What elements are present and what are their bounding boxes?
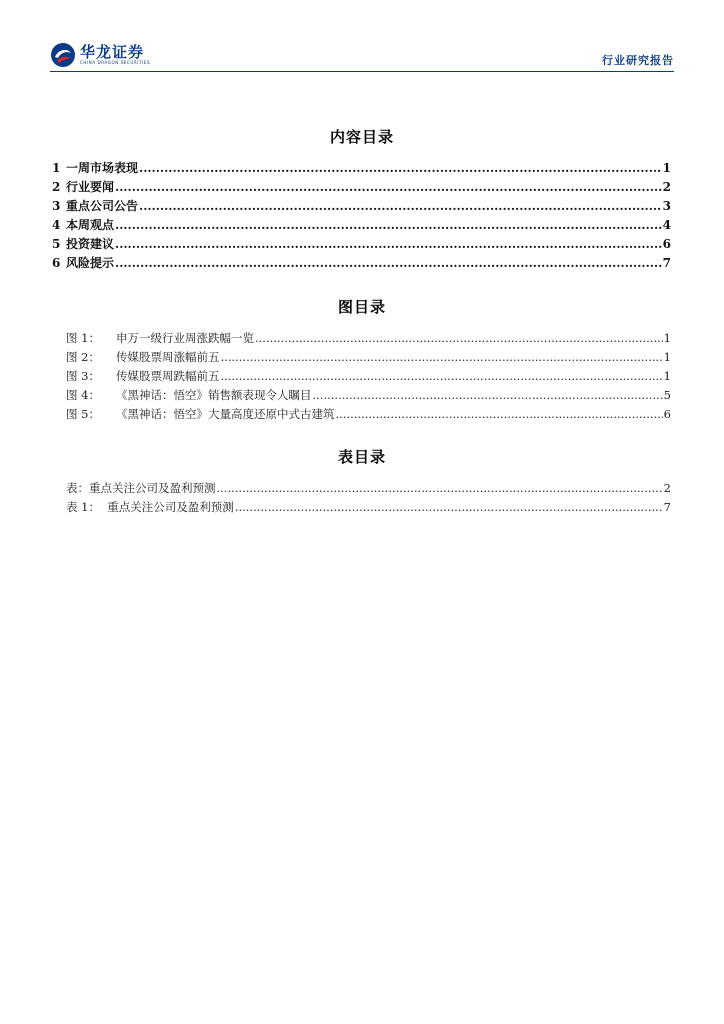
toc-entry-label: 投资建议 — [66, 237, 115, 251]
toc-entry-number: 6 — [52, 256, 61, 270]
toc-entry[interactable] — [52, 254, 671, 273]
figure-number: 图 4： — [66, 388, 100, 402]
table-toc — [52, 479, 671, 517]
table-toc-title: 表目录 — [337, 448, 386, 466]
figure-number: 图 3： — [66, 369, 100, 383]
figure-number: 图 1： — [66, 331, 100, 345]
toc-leader-dots — [115, 254, 662, 273]
table-page: 2 — [663, 481, 671, 495]
toc-leader-dots — [255, 329, 663, 348]
figure-page: 1 — [663, 350, 671, 364]
toc-entry-number: 5 — [52, 237, 61, 251]
figure-toc-entry[interactable] — [52, 348, 671, 367]
figure-toc-entry[interactable] — [52, 386, 671, 405]
toc-entry[interactable] — [52, 197, 671, 216]
content-toc — [52, 159, 671, 273]
table-toc-entry[interactable] — [52, 498, 671, 517]
figure-page: 1 — [663, 369, 671, 383]
figure-toc-entry[interactable] — [52, 329, 671, 348]
toc-entry[interactable] — [52, 178, 671, 197]
figure-toc-entry[interactable] — [52, 405, 671, 424]
toc-leader-dots — [115, 178, 662, 197]
toc-leader-dots — [115, 235, 662, 254]
figure-toc — [52, 329, 671, 424]
figure-title: 《黑神话：悟空》销售额表现令人瞩目 — [116, 388, 312, 402]
toc-entry[interactable] — [52, 159, 671, 178]
toc-entry-number: 2 — [52, 180, 61, 194]
table-title: 表：重点关注公司及盈利预测 — [66, 481, 216, 495]
toc-leader-dots — [115, 216, 662, 235]
figure-toc-title: 图目录 — [337, 298, 386, 316]
figure-title: 《黑神话：悟空》大量高度还原中式古建筑 — [116, 407, 335, 421]
toc-leader-dots — [313, 386, 663, 405]
toc-entry-number: 1 — [52, 161, 61, 175]
toc-entry-page: 6 — [662, 237, 671, 251]
toc-entry-label: 风险提示 — [66, 256, 115, 270]
toc-entry-page: 4 — [662, 218, 671, 232]
figure-page: 6 — [663, 407, 671, 421]
toc-entry-label: 行业要闻 — [66, 180, 115, 194]
header-divider — [50, 71, 674, 72]
table-title: 表 1： 重点关注公司及盈利预测 — [66, 500, 234, 514]
toc-leader-dots — [139, 197, 662, 216]
company-logo — [50, 42, 150, 68]
figure-title: 传媒股票周涨幅前五 — [116, 350, 220, 364]
toc-entry[interactable] — [52, 235, 671, 254]
figure-toc-entry[interactable] — [52, 367, 671, 386]
logo-english-name: CHINA DRAGON SECURITIES — [80, 60, 151, 65]
toc-leader-dots — [221, 348, 663, 367]
toc-leader-dots — [235, 498, 663, 517]
dragon-logo-icon — [50, 42, 76, 68]
toc-entry-page: 2 — [662, 180, 671, 194]
toc-entry-label: 重点公司公告 — [66, 199, 139, 213]
figure-number: 图 5： — [66, 407, 100, 421]
toc-entry-label: 一周市场表现 — [66, 161, 139, 175]
table-toc-entry[interactable] — [52, 479, 671, 498]
toc-entry-number: 3 — [52, 199, 61, 213]
table-page: 7 — [663, 500, 671, 514]
figure-page: 1 — [663, 331, 671, 345]
toc-leader-dots — [217, 479, 663, 498]
toc-leader-dots — [336, 405, 663, 424]
figure-number: 图 2： — [66, 350, 100, 364]
logo-chinese-name: 华龙证券 — [80, 43, 145, 61]
figure-title: 申万一级行业周涨跌幅一览 — [116, 331, 254, 345]
content-toc-title: 内容目录 — [329, 128, 394, 146]
toc-leader-dots — [221, 367, 663, 386]
figure-title: 传媒股票周跌幅前五 — [116, 369, 220, 383]
toc-entry-page: 7 — [662, 256, 671, 270]
figure-page: 5 — [663, 388, 671, 402]
toc-entry-label: 本周观点 — [66, 218, 115, 232]
toc-entry-number: 4 — [52, 218, 61, 232]
report-type-label: 行业研究报告 — [602, 54, 674, 67]
page-header — [50, 38, 674, 72]
toc-entry[interactable] — [52, 216, 671, 235]
toc-leader-dots — [139, 159, 662, 178]
toc-entry-page: 3 — [662, 199, 671, 213]
toc-entry-page: 1 — [662, 161, 671, 175]
